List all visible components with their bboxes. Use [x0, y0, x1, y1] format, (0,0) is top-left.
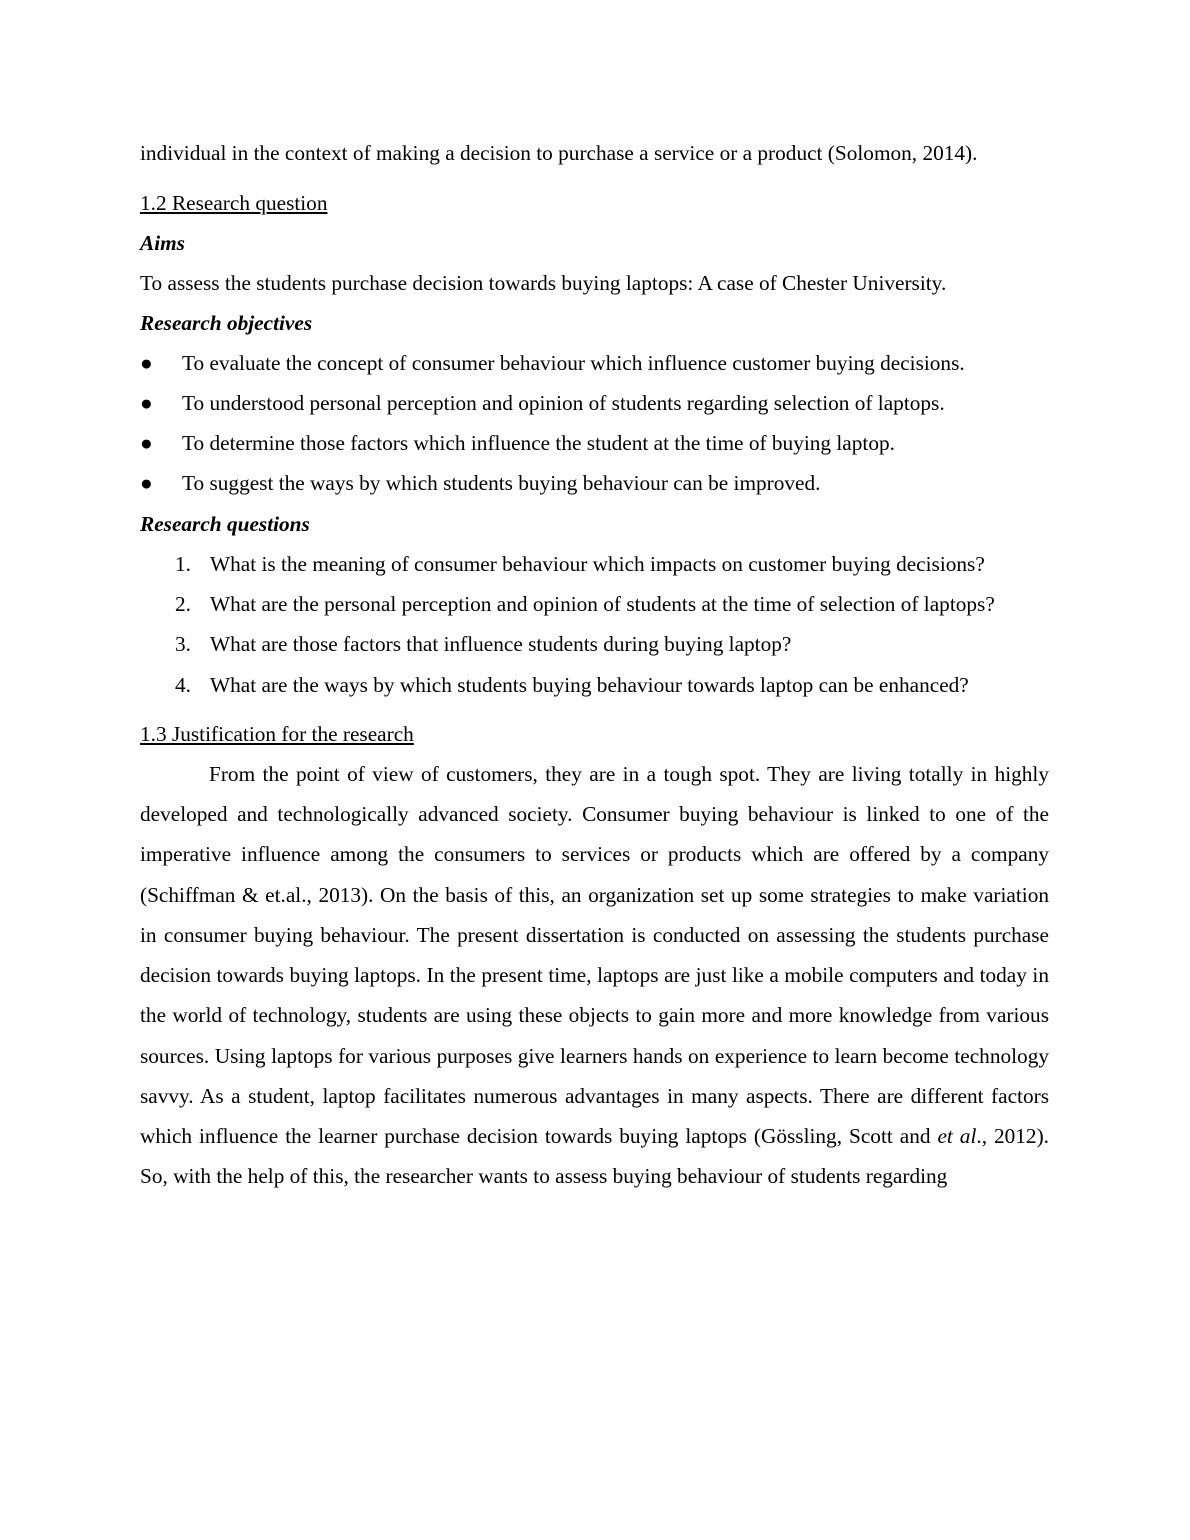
bullet-icon: ●: [140, 350, 153, 375]
bullet-icon: ●: [140, 471, 153, 496]
question-text: What are those factors that influence students during buying laptop?: [210, 632, 792, 657]
aims-heading: Aims: [140, 230, 185, 255]
list-item: [140, 383, 1049, 423]
list-item: [140, 584, 1049, 624]
list-item: [140, 423, 1049, 463]
objective-text: To determine those factors which influence the student at the time of buying laptop.: [182, 431, 895, 456]
section-heading-research-question: 1.2 Research question: [140, 190, 328, 215]
document-page: [140, 133, 1049, 1197]
objectives-heading: Research objectives: [140, 310, 313, 335]
list-item: [140, 343, 1049, 383]
list-item: [140, 463, 1049, 503]
objective-text: To evaluate the concept of consumer behaviour which influence customer buying decisions.: [182, 350, 965, 375]
justification-paragraph: [140, 754, 1049, 1197]
aims-text: To assess the students purchase decision towards buying laptops: A case of Chester University.: [140, 270, 947, 295]
justification-text-part2: ., 2012). So, with the help of this, the researcher wants to assess buying behaviour of students regarding: [140, 1124, 1050, 1189]
section-heading-justification: 1.3 Justification for the research: [140, 721, 414, 746]
list-item: [140, 624, 1049, 664]
objectives-list: [140, 343, 1049, 504]
list-item: [140, 665, 1049, 705]
bullet-icon: ●: [140, 390, 153, 415]
questions-heading: Research questions: [140, 511, 310, 536]
objective-text: To suggest the ways by which students buying behaviour can be improved.: [182, 471, 821, 496]
question-number: 4.: [175, 672, 191, 697]
objective-text: To understood personal perception and opinion of students regarding selection of laptops.: [182, 390, 945, 415]
justification-text-part1: From the point of view of customers, they are in a tough spot. They are living totally in highly developed and technologically advanced society. Consumer buying behaviour is linked to one of the imperative influence among the consumers to services or products which are offered by a company (Schiffman & et.al., 2013). On the basis of this, an organization set up some strategies to make variation in consumer buying behaviour. The present dissertation is conducted on assessing the students purchase decision towards buying laptops. In the present time, laptops are just like a mobile computers and today in the world of technology, students are using these objects to gain more and more knowledge from various sources. Using laptops for various purposes give learners hands on experience to learn become technology savvy. As a student, laptop facilitates numerous advantages in many aspects. There are different factors which influence the learner purchase decision towards buying laptops (Gössling, Scott and: [140, 761, 1049, 1149]
questions-list: [140, 544, 1049, 705]
question-number: 2.: [175, 591, 191, 616]
intro-paragraph: individual in the context of making a decision to purchase a service or a product (Solomon, 2014).: [140, 141, 978, 165]
question-text: What are the ways by which students buying behaviour towards laptop can be enhanced?: [210, 672, 969, 697]
question-text: What is the meaning of consumer behaviour which impacts on customer buying decisions?: [210, 551, 985, 576]
question-number: 3.: [175, 632, 191, 657]
list-item: [140, 544, 1049, 584]
bullet-icon: ●: [140, 431, 153, 456]
justification-italic: et al: [937, 1124, 977, 1149]
question-number: 1.: [175, 551, 191, 576]
question-text: What are the personal perception and opinion of students at the time of selection of laptops?: [210, 591, 995, 616]
